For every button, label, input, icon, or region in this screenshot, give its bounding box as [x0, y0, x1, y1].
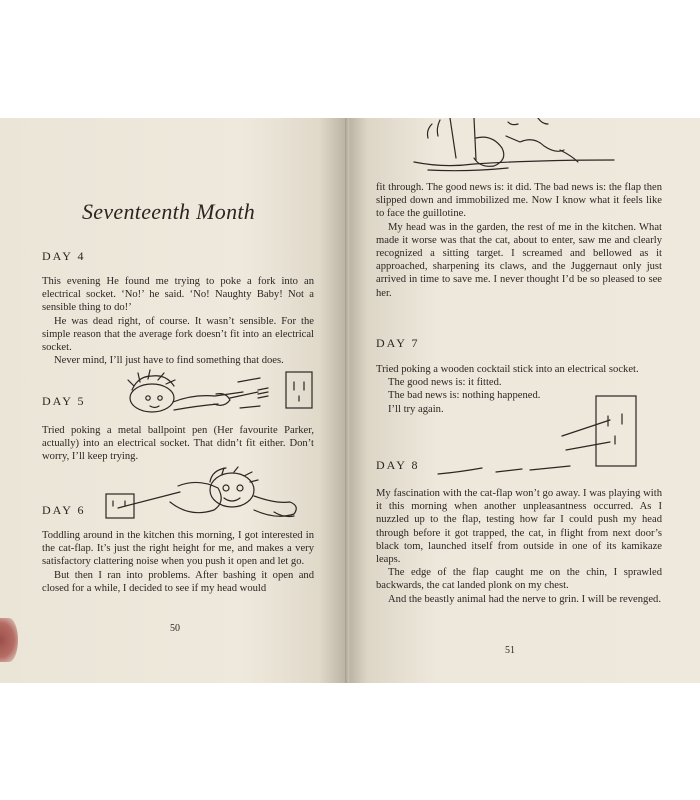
day7-paragraph-3: The bad news is: nothing happened. — [388, 390, 541, 402]
reader-thumb — [0, 618, 18, 662]
day7-heading: DAY 7 — [376, 336, 420, 350]
day7-paragraph-1: Tried poking a wooden cocktail stick into an electrical socket. — [376, 364, 639, 375]
day7-paragraph-4: I’ll try again. — [388, 403, 444, 415]
day6-text — [42, 529, 314, 595]
day4-heading: DAY 4 — [42, 249, 86, 263]
right-page — [350, 118, 700, 683]
page-number-left: 50 — [170, 623, 180, 634]
day5-text — [42, 424, 314, 464]
day4-paragraph-3: Never mind, I’ll just have to find something that does. — [54, 355, 284, 367]
day6-continuation-text — [376, 181, 662, 300]
day5-paragraph-1: Tried poking a metal ballpoint pen (Her favourite Parker, actually) into an electrical socket. That didn’t fit either. Don’t worry, I’ll keep trying. — [42, 425, 314, 463]
day8-paragraph-2: The edge of the flap caught me on the chin, I sprawled backwards, the cat landed plonk on my chest. — [376, 567, 662, 592]
day8-heading: DAY 8 — [376, 458, 420, 472]
left-page — [0, 118, 347, 683]
scribble-line — [436, 460, 586, 478]
day8-paragraph-1: My fascination with the cat-flap won’t go away. I was playing with it this morning when another unpleasantness occurred. As I nuzzled up to the flap, testing how far I could push my head through before it got trapped, the cat, in flight from next door’s black tom, launched itself from outside in one of its kamikaze leaps. — [376, 488, 662, 566]
day8-paragraph-3: And the beastly animal had the nerve to grin. I will be revenged. — [388, 593, 661, 605]
day4-paragraph-2: He was dead right, of course. It wasn’t sensible. For the simple reason that the average fork doesn’t fit into an electrical socket. — [42, 315, 314, 354]
day4-paragraph-1: This evening He found me trying to poke a fork into an electrical socket. ‘No!’ he said. ‘No! Naughty Baby! Not a sensible thing to do!’ — [42, 276, 314, 314]
open-book — [0, 118, 700, 683]
continuation-paragraph-1: fit through. The good news is: it did. The bad news is: the flap then slipped down and immobilized me. Now I know what it feels like to face the guillotine. — [376, 182, 662, 220]
day4-text — [42, 275, 314, 367]
chapter-title: Seventeenth Month — [82, 199, 256, 224]
baby-pen-socket-illustration — [104, 468, 314, 528]
day8-text — [376, 487, 662, 606]
day6-paragraph-2: But then I ran into problems. After bashing it open and closed for a while, I decided to see if my head would — [42, 569, 314, 594]
baby-fork-socket-illustration — [118, 368, 318, 420]
day6-heading: DAY 6 — [42, 503, 86, 517]
day5-heading: DAY 5 — [42, 394, 86, 408]
page-number-right: 51 — [505, 645, 515, 656]
continuation-paragraph-2: My head was in the garden, the rest of me in the kitchen. What made it worse was that the cat, about to enter, saw me and clearly recognized a sitting target. I screamed and bellowed as it approached, sharpening its claws, and the Juggernaut only just arrived in time to save me. I never thought I’d be so pleased to see her. — [376, 221, 662, 299]
baby-in-cat-flap-illustration — [410, 118, 620, 176]
day6-paragraph-1: Toddling around in the kitchen this morning, I got interested in the cat-flap. It’s just the right height for me, and makes a very satisfactory clattering noise when you push it open and let go. — [42, 530, 314, 568]
day7-paragraph-2: The good news is: it fitted. — [388, 377, 502, 389]
